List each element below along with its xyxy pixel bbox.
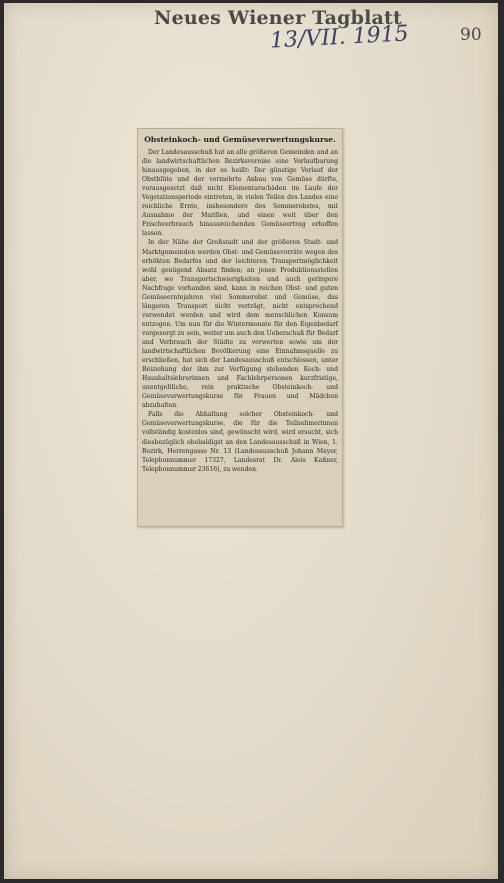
newspaper-masthead: Neues Wiener Tagblatt bbox=[154, 7, 402, 29]
article-headline: Obsteinkoch- und Gemüseverwertungskurse. bbox=[144, 135, 336, 144]
article-paragraph-3: Falls die Abhaltung solcher Obsteinkoch- und Gemüseverwertungskurse, die für die Teilnehmerinnen vollständig kostenlos sind, gewünscht wird, wird ersucht, sich diesbezüglich ehebaldigst an den Landesausschuß in Wien, 1. Bezirk, Herrengasse Nr. 13 (Landesausschuß Johann Mayer, Telephonnummer 17327, Landesrat Dr. Alois Kaßner, Telephonnummer 23616), zu wenden. bbox=[142, 411, 338, 473]
page-number: 90 bbox=[460, 25, 482, 45]
handwritten-date: 13/VII. 1915 bbox=[269, 21, 410, 54]
article-paragraph-1: Der Landesausschuß hat an alle größeren Gemeinden und an die landwirtschaftlichen Bezirksvereine eine Verlautbarung hinausgegeben, in der es heißt: Der günstige Verlauf der Obstblüte und der vermehrte Anbau von Gemüse dürfte, vorausgesetzt daß nicht Elementarschäden im Laufe der Vegetationsperiode eintreten, in vielen Teilen des Landes eine reichliche Ernte, insbesondere des Sommerobstes, mit Ausnahme der Marillen, und einen weit über den Frischverbrauch hinausreichenden Gemüseertrag erhoffen lassen. bbox=[142, 149, 338, 238]
article-paragraph-2: In der Nähe der Großstadt und der größeren Stadt- und Marktgemeinden werden Obst- und Gemüsevorräte wegen des erhöhten Bedarfes und der leichteren Transportmöglichkeit wohl genügend Absatz finden; an jenen Produktionsstellen aber, wo Transportschwierigkeiten und auch geringere Nachfrage vorhanden sind, kann in reichen Obst- und guten Gemüseerntejahren viel Sommerobst und Gemüse, das längeren Transport nicht verträgt, nicht entsprechend verwendet werden und wird dem menschlichen Konsum entzogen. Um nun für die Wintermonate für den Eigenbedarf vorgesorgt zu sein, weiter um auch den Ueberschuß für Bedarf und Verbrauch der Städte zu verwerten sowie um der landwirtschaftlichen Bevölkerung eine Einnahmsquelle zu erschließen, hat sich der Landesausschuß entschlossen, unter Beiziehung der ihm zur Verfügung stehenden Koch- und Haushaltslehrerinnen und Fachlehrpersonen kurzfristige, unentgeltliche, rein praktische Obsteinkoch- und Gemüseverwertungskurse für Frauen und Mädchen abzuhalten. bbox=[142, 239, 338, 410]
newspaper-clipping bbox=[137, 128, 343, 527]
archive-sheet bbox=[4, 3, 498, 879]
